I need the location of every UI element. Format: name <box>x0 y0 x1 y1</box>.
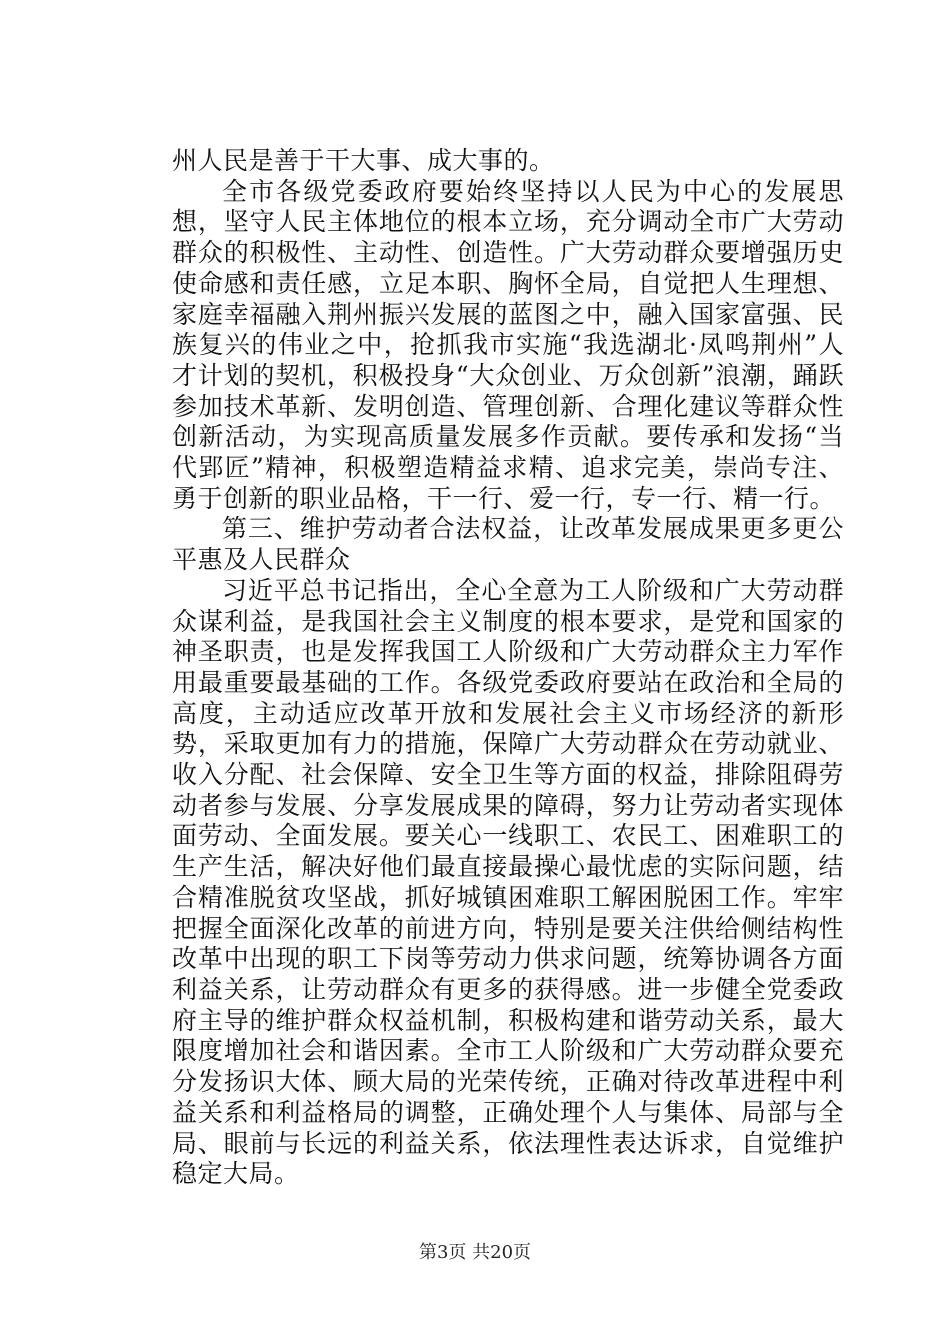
paragraph-protect-rights: 习近平总书记指出，全心全意为工人阶级和广大劳动群众谋利益，是我国社会主义制度的根本要求，是党和国家的神圣职责，也是发挥我国工人阶级和广大劳动群众主力军作用最重要最基础的工作。各级党委政府要站在政治和全局的高度，主动适应改革开放和发展社会主义市场经济的新形势，采取更加有力的措施，保障广大劳动群众在劳动就业、收入分配、社会保障、安全卫生等方面的权益，排除阻碍劳动者参与发展、分享发展成果的障碍，努力让劳动者实现体面劳动、全面发展。要关心一线职工、农民工、困难职工的生产生活，解决好他们最直接最操心最忧虑的实际问题，结合精准脱贫攻坚战，抓好城镇困难职工解困脱困工作。牢牢把握全面深化改革的前进方向，特别是要关注供给侧结构性改革中出现的职工下岗等劳动力供求问题，统筹协调各方面利益关系，让劳动群众有更多的获得感。进一步健全党委政府主导的维护群众权益机制，积极构建和谐劳动关系，最大限度增加社会和谐因素。全市工人阶级和广大劳动群众要充分发扬识大体、顾大局的光荣传统，正确对待改革进程中利益关系和利益格局的调整，正确处理个人与集体、局部与全局、眼前与长远的利益关系，依法理性表达诉求，自觉维护稳定大局。 <box>172 575 844 1189</box>
page-number-footer: 第3页 共20页 <box>418 1242 532 1263</box>
document-body <box>172 146 844 1190</box>
section-heading-third: 第三、维护劳动者合法权益，让改革发展成果更多更公平惠及人民群众 <box>172 514 844 575</box>
paragraph-continuation: 州人民是善于干大事、成大事的。 <box>172 146 555 175</box>
paragraph-mobilize-workers: 全市各级党委政府要始终坚持以人民为中心的发展思想，坚守人民主体地位的根本立场，充分调动全市广大劳动群众的积极性、主动性、创造性。广大劳动群众要增强历史使命感和责任感，立足本职、胸怀全局，自觉把人生理想、家庭幸福融入荆州振兴发展的蓝图之中，融入国家富强、民族复兴的伟业之中，抢抓我市实施“我选湖北·凤鸣荆州”人才计划的契机，积极投身“大众创业、万众创新”浪潮，踊跃参加技术革新、发明创造、管理创新、合理化建议等群众性创新活动，为实现高质量发展多作贡献。要传承和发扬“当代郢匠”精神，积极塑造精益求精、追求完美，崇尚专注、勇于创新的职业品格，干一行、爱一行，专一行、精一行。 <box>172 176 844 513</box>
